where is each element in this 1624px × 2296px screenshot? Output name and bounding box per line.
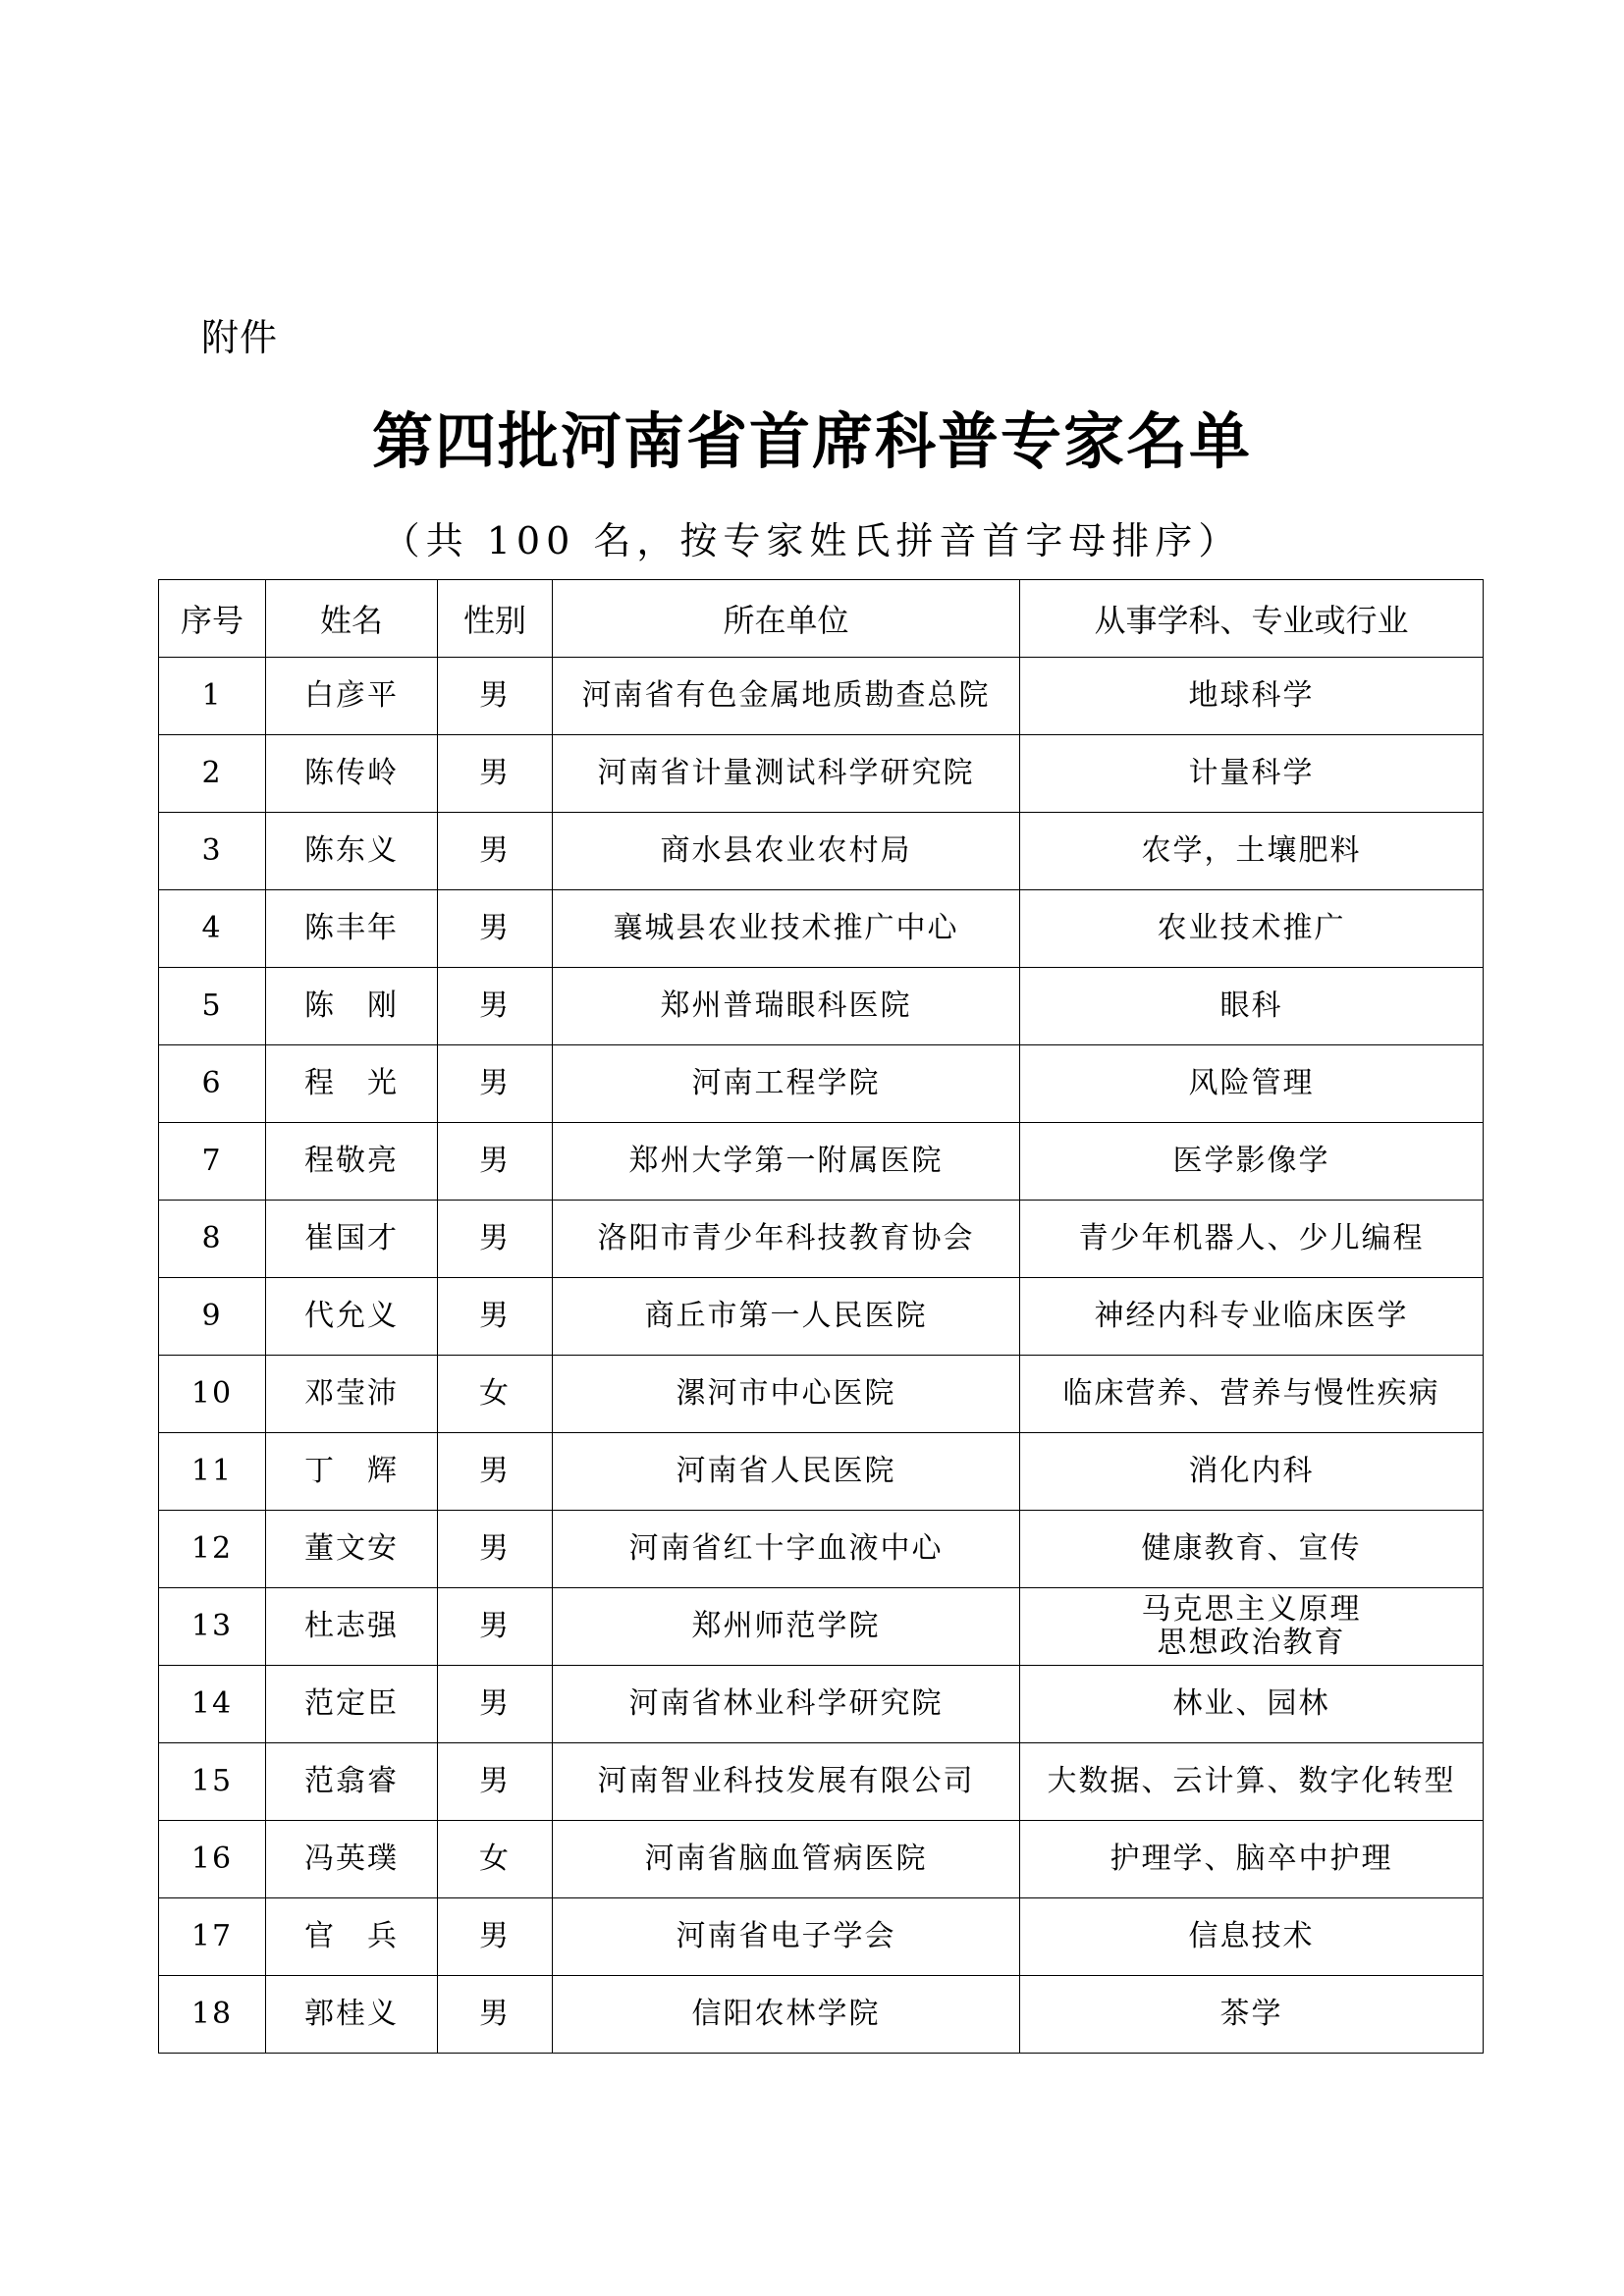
table-row bbox=[159, 1898, 1484, 1976]
cell-field: 护理学、脑卒中护理 bbox=[1020, 1821, 1484, 1898]
cell-field: 茶学 bbox=[1020, 1976, 1484, 2054]
cell-unit: 郑州大学第一附属医院 bbox=[553, 1123, 1020, 1201]
table-row bbox=[159, 1356, 1484, 1433]
cell-name: 官 兵 bbox=[266, 1898, 438, 1976]
attachment-label: 附件 bbox=[201, 316, 279, 359]
table-row bbox=[159, 735, 1484, 813]
cell-gender: 男 bbox=[438, 658, 553, 735]
cell-unit: 河南省红十字血液中心 bbox=[553, 1511, 1020, 1588]
cell-unit: 河南省人民医院 bbox=[553, 1433, 1020, 1511]
cell-gender: 男 bbox=[438, 1433, 553, 1511]
cell-no: 11 bbox=[159, 1433, 266, 1511]
cell-name: 代允义 bbox=[266, 1278, 438, 1356]
cell-unit: 郑州普瑞眼科医院 bbox=[553, 968, 1020, 1045]
column-header-gender: 性别 bbox=[438, 580, 553, 658]
cell-gender: 男 bbox=[438, 1511, 553, 1588]
table-row bbox=[159, 658, 1484, 735]
cell-name: 陈丰年 bbox=[266, 890, 438, 968]
cell-name: 崔国才 bbox=[266, 1201, 438, 1278]
cell-field: 健康教育、宣传 bbox=[1020, 1511, 1484, 1588]
cell-name: 董文安 bbox=[266, 1511, 438, 1588]
cell-name: 邓莹沛 bbox=[266, 1356, 438, 1433]
document-title: 第四批河南省首席科普专家名单 bbox=[371, 405, 1252, 477]
column-header-field: 从事学科、专业或行业 bbox=[1020, 580, 1484, 658]
cell-unit: 襄城县农业技术推广中心 bbox=[553, 890, 1020, 968]
cell-unit: 郑州师范学院 bbox=[553, 1588, 1020, 1666]
cell-no: 5 bbox=[159, 968, 266, 1045]
cell-unit: 河南省电子学会 bbox=[553, 1898, 1020, 1976]
column-header-no: 序号 bbox=[159, 580, 266, 658]
column-header-unit: 所在单位 bbox=[553, 580, 1020, 658]
table-row bbox=[159, 1045, 1484, 1123]
cell-name: 陈东义 bbox=[266, 813, 438, 890]
cell-field: 神经内科专业临床医学 bbox=[1020, 1278, 1484, 1356]
table-row bbox=[159, 1278, 1484, 1356]
cell-no: 13 bbox=[159, 1588, 266, 1666]
cell-name: 白彦平 bbox=[266, 658, 438, 735]
cell-no: 12 bbox=[159, 1511, 266, 1588]
cell-gender: 男 bbox=[438, 1666, 553, 1743]
cell-unit: 河南工程学院 bbox=[553, 1045, 1020, 1123]
table-row bbox=[159, 1588, 1484, 1666]
cell-field: 马克思主义原理 思想政治教育 bbox=[1020, 1588, 1484, 1666]
table-row bbox=[159, 1976, 1484, 2054]
cell-name: 郭桂义 bbox=[266, 1976, 438, 2054]
cell-no: 3 bbox=[159, 813, 266, 890]
cell-unit: 信阳农林学院 bbox=[553, 1976, 1020, 2054]
cell-no: 4 bbox=[159, 890, 266, 968]
cell-field: 地球科学 bbox=[1020, 658, 1484, 735]
expert-table bbox=[158, 579, 1484, 2054]
cell-field: 农学，土壤肥料 bbox=[1020, 813, 1484, 890]
table-row bbox=[159, 1511, 1484, 1588]
table-row bbox=[159, 1821, 1484, 1898]
cell-no: 16 bbox=[159, 1821, 266, 1898]
cell-unit: 洛阳市青少年科技教育协会 bbox=[553, 1201, 1020, 1278]
cell-no: 18 bbox=[159, 1976, 266, 2054]
cell-unit: 漯河市中心医院 bbox=[553, 1356, 1020, 1433]
cell-gender: 男 bbox=[438, 1045, 553, 1123]
table-row bbox=[159, 813, 1484, 890]
cell-field: 计量科学 bbox=[1020, 735, 1484, 813]
cell-field: 信息技术 bbox=[1020, 1898, 1484, 1976]
cell-field: 林业、园林 bbox=[1020, 1666, 1484, 1743]
table-row bbox=[159, 1666, 1484, 1743]
cell-name: 陈传岭 bbox=[266, 735, 438, 813]
cell-gender: 男 bbox=[438, 1898, 553, 1976]
cell-gender: 男 bbox=[438, 1201, 553, 1278]
cell-unit: 河南智业科技发展有限公司 bbox=[553, 1743, 1020, 1821]
cell-unit: 商水县农业农村局 bbox=[553, 813, 1020, 890]
cell-field: 风险管理 bbox=[1020, 1045, 1484, 1123]
cell-name: 冯英璞 bbox=[266, 1821, 438, 1898]
cell-no: 10 bbox=[159, 1356, 266, 1433]
document-subtitle: （共 100 名，按专家姓氏拼音首字母排序） bbox=[382, 519, 1242, 562]
cell-gender: 男 bbox=[438, 1278, 553, 1356]
cell-field: 青少年机器人、少儿编程 bbox=[1020, 1201, 1484, 1278]
cell-gender: 男 bbox=[438, 890, 553, 968]
cell-no: 8 bbox=[159, 1201, 266, 1278]
cell-name: 陈 刚 bbox=[266, 968, 438, 1045]
cell-no: 15 bbox=[159, 1743, 266, 1821]
cell-name: 杜志强 bbox=[266, 1588, 438, 1666]
cell-gender: 男 bbox=[438, 813, 553, 890]
column-header-name: 姓名 bbox=[266, 580, 438, 658]
cell-unit: 河南省有色金属地质勘查总院 bbox=[553, 658, 1020, 735]
cell-name: 程 光 bbox=[266, 1045, 438, 1123]
cell-unit: 河南省脑血管病医院 bbox=[553, 1821, 1020, 1898]
table-body bbox=[159, 658, 1484, 2054]
table-row bbox=[159, 1123, 1484, 1201]
table-row bbox=[159, 1743, 1484, 1821]
table-row bbox=[159, 890, 1484, 968]
cell-field: 临床营养、营养与慢性疾病 bbox=[1020, 1356, 1484, 1433]
cell-field: 眼科 bbox=[1020, 968, 1484, 1045]
cell-no: 14 bbox=[159, 1666, 266, 1743]
table-header-row bbox=[159, 580, 1484, 658]
cell-no: 17 bbox=[159, 1898, 266, 1976]
cell-no: 9 bbox=[159, 1278, 266, 1356]
table-row bbox=[159, 1433, 1484, 1511]
cell-field: 大数据、云计算、数字化转型 bbox=[1020, 1743, 1484, 1821]
cell-field: 农业技术推广 bbox=[1020, 890, 1484, 968]
cell-name: 范定臣 bbox=[266, 1666, 438, 1743]
cell-unit: 商丘市第一人民医院 bbox=[553, 1278, 1020, 1356]
cell-gender: 女 bbox=[438, 1821, 553, 1898]
cell-gender: 男 bbox=[438, 968, 553, 1045]
cell-gender: 男 bbox=[438, 1588, 553, 1666]
cell-gender: 女 bbox=[438, 1356, 553, 1433]
cell-field: 医学影像学 bbox=[1020, 1123, 1484, 1201]
cell-no: 7 bbox=[159, 1123, 266, 1201]
cell-name: 丁 辉 bbox=[266, 1433, 438, 1511]
table-row bbox=[159, 968, 1484, 1045]
cell-no: 6 bbox=[159, 1045, 266, 1123]
cell-gender: 男 bbox=[438, 1976, 553, 2054]
cell-field: 消化内科 bbox=[1020, 1433, 1484, 1511]
cell-gender: 男 bbox=[438, 735, 553, 813]
cell-unit: 河南省计量测试科学研究院 bbox=[553, 735, 1020, 813]
cell-gender: 男 bbox=[438, 1123, 553, 1201]
table-row bbox=[159, 1201, 1484, 1278]
cell-name: 程敬亮 bbox=[266, 1123, 438, 1201]
cell-unit: 河南省林业科学研究院 bbox=[553, 1666, 1020, 1743]
cell-no: 1 bbox=[159, 658, 266, 735]
cell-name: 范翕睿 bbox=[266, 1743, 438, 1821]
cell-no: 2 bbox=[159, 735, 266, 813]
cell-gender: 男 bbox=[438, 1743, 553, 1821]
